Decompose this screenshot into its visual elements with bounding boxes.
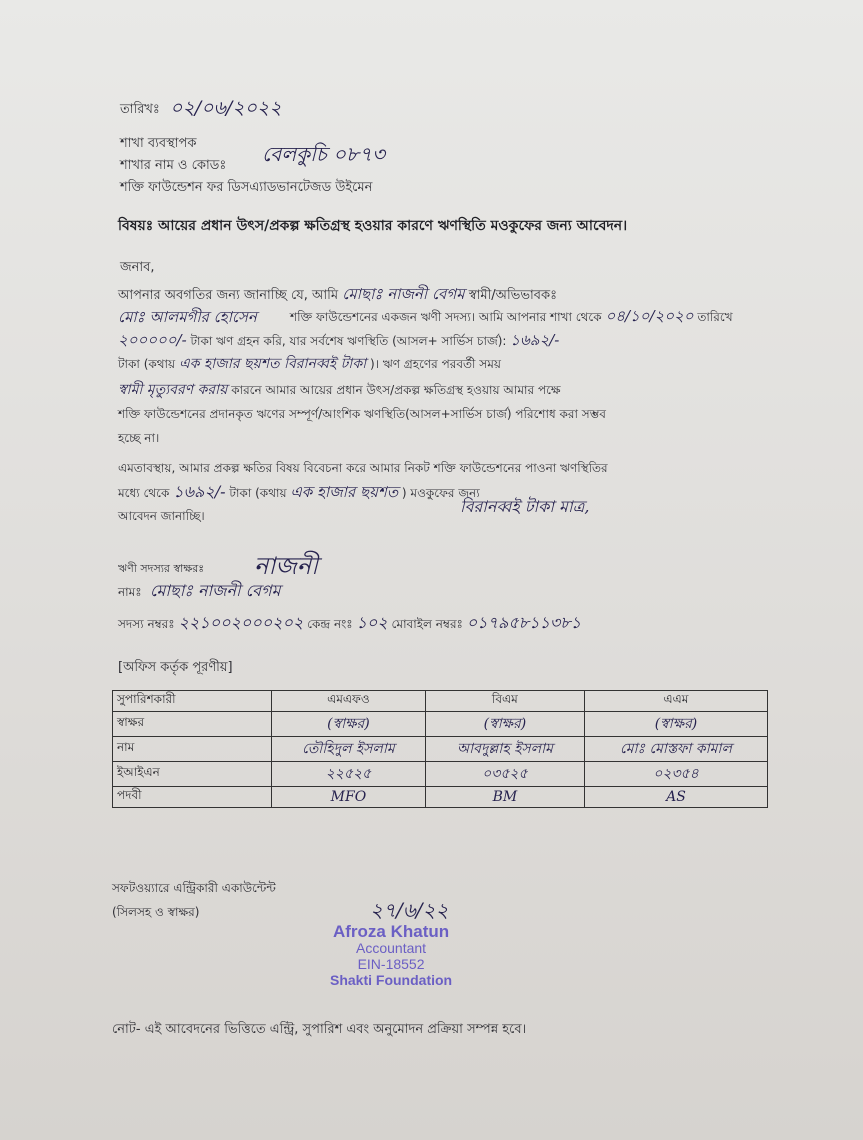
name-cell: মোঃ মোস্তফা কামাল bbox=[584, 737, 767, 762]
body-line-6: শক্তি ফাউন্ডেশনের প্রদানকৃত ঋণের সম্পূর্ণ/আংশিক ঋণস্থিতি(আসল+সার্ভিস চার্জ) পরিশোধ করা সম্ভব bbox=[118, 407, 606, 421]
body-text: টাকা (কথায় bbox=[118, 357, 176, 371]
stamp-title: Accountant bbox=[356, 940, 427, 956]
body-text: টাকা ঋণ গ্রহন করি, যার সর্বশেষ ঋণস্থিতি (আসল+ সার্ভিস চার্জ): bbox=[190, 334, 507, 348]
table-header-cell: বিএম bbox=[425, 691, 584, 712]
request-line-1: এমতাবস্থায়, আমার প্রকল্প ক্ষতির বিষয় বিবেচনা করে আমার নিকট শক্তি ফাউন্ডেশনের পাওনা ঋণস্থিতির bbox=[118, 461, 608, 475]
ein-cell: ০৩৫২৫ bbox=[425, 762, 584, 787]
footer-note: নোট- এই আবেদনের ভিত্তিতে এন্ট্রি, সুপারিশ এবং অনুমোদন প্রক্রিয়া সম্পন্ন হবে। bbox=[112, 1022, 527, 1037]
accountant-label: সফটওয়্যারে এন্ট্রিকারী একাউন্টেন্ট bbox=[112, 881, 276, 895]
stamp-org: Shakti Foundation bbox=[330, 972, 453, 988]
name-cell: আবদুল্লাহ ইসলাম bbox=[425, 737, 584, 762]
branch-label: শাখার নাম ও কোডঃ bbox=[120, 158, 227, 173]
table-header-cell: এএম bbox=[584, 691, 767, 712]
table-label-cell: নাম bbox=[113, 737, 272, 762]
branch-value: বেলকুচি ০৮৭৩ bbox=[262, 142, 386, 166]
member-name: মোছাঃ নাজনী বেগম bbox=[150, 581, 281, 600]
body-text: ) মওকুফের জন্য bbox=[401, 486, 480, 500]
body-line-5 bbox=[118, 378, 561, 402]
date-label: তারিখঃ bbox=[120, 102, 160, 117]
body-line-2 bbox=[290, 304, 733, 329]
reason-handwritten: স্বামী মৃত্যুবরণ করায় bbox=[118, 382, 228, 398]
waiver-words-handwritten-2: বিরানব্বই টাকা মাত্র, bbox=[460, 497, 590, 516]
body-text: টাকা (কথায় bbox=[229, 486, 287, 500]
table-label-cell: পদবী bbox=[113, 787, 272, 808]
waiver-words-handwritten: এক হাজার ছয়শত bbox=[290, 483, 399, 501]
table-header-cell: সুপারিশকারী bbox=[113, 691, 272, 712]
stamp-ein: EIN-18552 bbox=[357, 956, 425, 972]
body-text: শক্তি ফাউন্ডেশনের একজন ঋণী সদস্য। আমি আপনার শাখা থেকে bbox=[290, 310, 602, 324]
mobile-number: ০১৭৯৫৮১১৩৮১ bbox=[466, 613, 582, 632]
waiver-amount-handwritten: ১৬৯২/- bbox=[173, 482, 226, 501]
stamp-name: Afroza Khatun bbox=[332, 922, 450, 941]
office-header: [অফিস কর্তৃক পূরণীয়] bbox=[118, 660, 233, 675]
body-text: আপনার অবগতির জন্য জানাচ্ছি যে, আমি bbox=[118, 288, 339, 303]
salutation: জনাব, bbox=[120, 260, 155, 275]
center-label: কেন্দ্র নংঃ bbox=[307, 617, 353, 631]
table-row bbox=[113, 737, 768, 762]
name-cell: তৌহিদুল ইসলাম bbox=[272, 737, 426, 762]
addressee-title: শাখা ব্যবস্থাপক bbox=[120, 136, 197, 151]
center-number: ১০২ bbox=[356, 613, 388, 632]
recommendation-table bbox=[112, 690, 768, 808]
table-label-cell: স্বাক্ষর bbox=[113, 712, 272, 737]
table-label-cell: ইআইএন bbox=[113, 762, 272, 787]
member-name-label: নামঃ bbox=[118, 585, 142, 599]
request-line-3: আবেদন জানাচ্ছি। bbox=[118, 509, 205, 523]
accountant-stamp bbox=[330, 924, 452, 988]
member-id-label: সদস্য নম্বরঃ bbox=[118, 617, 175, 631]
loan-amount-handwritten: ২০০০০০/- bbox=[118, 331, 187, 349]
subject-line: বিষয়ঃ আয়ের প্রধান উৎস/প্রকল্প ক্ষতিগ্রস্থ হওয়ার কারণে ঋণস্থিতি মওকুফের জন্য আবেদন। bbox=[118, 218, 628, 234]
date-value: ০২/০৬/২০২২ bbox=[170, 97, 282, 119]
body-text: তারিখে bbox=[697, 310, 733, 324]
mobile-label: মোবাইল নম্বরঃ bbox=[391, 617, 463, 631]
designation-cell: MFO bbox=[272, 787, 426, 808]
member-details-line bbox=[118, 610, 581, 637]
body-line-4 bbox=[118, 352, 501, 376]
signature-cell: (স্বাক্ষর) bbox=[272, 712, 426, 737]
guardian-name-handwritten: মোঃ আলমগীর হোসেন bbox=[118, 308, 257, 326]
member-signature-label: ঋণী সদস্যর স্বাক্ষরঃ bbox=[118, 562, 205, 575]
table-row bbox=[113, 691, 768, 712]
body-text: )। ঋণ গ্রহণের পরবর্তী সময় bbox=[370, 357, 501, 371]
table-row bbox=[113, 712, 768, 737]
signature-cell: (স্বাক্ষর) bbox=[425, 712, 584, 737]
balance-handwritten: ১৬৯২/- bbox=[510, 331, 560, 349]
accountant-signature: ২৭/৬/২২ bbox=[370, 898, 449, 922]
body-line-3 bbox=[118, 328, 559, 353]
accountant-sublabel: (সিলসহ ও স্বাক্ষর) bbox=[112, 905, 200, 919]
body-line-7: হচ্ছে না। bbox=[118, 431, 160, 445]
request-line-2 bbox=[118, 480, 480, 505]
table-row bbox=[113, 787, 768, 808]
member-name-handwritten: মোছাঃ নাজনী বেগম bbox=[342, 285, 465, 303]
body-text: মধ্যে থেকে bbox=[118, 486, 170, 500]
organization-name: শক্তি ফাউন্ডেশন ফর ডিসএ্যাডভানটেজড উইমেন bbox=[120, 180, 373, 195]
ein-cell: ০২৩৫৪ bbox=[584, 762, 767, 787]
member-signature: নাজনী bbox=[254, 552, 318, 580]
designation-cell: AS bbox=[584, 787, 767, 808]
balance-words-handwritten: এক হাজার ছয়শত বিরানব্বই টাকা bbox=[178, 356, 367, 372]
body-text: কারনে আমার আয়ের প্রধান উৎস/প্রকল্প ক্ষতিগ্রস্থ হওয়ায় আমার পক্ষে bbox=[231, 383, 561, 397]
loan-date-handwritten: ০৪/১০/২০২০ bbox=[605, 307, 694, 325]
body-text: স্বামী/অভিভাবকঃ bbox=[468, 288, 558, 303]
table-row bbox=[113, 762, 768, 787]
member-id: ২২১০০২০০০২০২ bbox=[178, 613, 304, 632]
table-header-cell: এমএফও bbox=[272, 691, 426, 712]
signature-cell: (স্বাক্ষর) bbox=[584, 712, 767, 737]
ein-cell: ২২৫২৫ bbox=[272, 762, 426, 787]
designation-cell: BM bbox=[425, 787, 584, 808]
